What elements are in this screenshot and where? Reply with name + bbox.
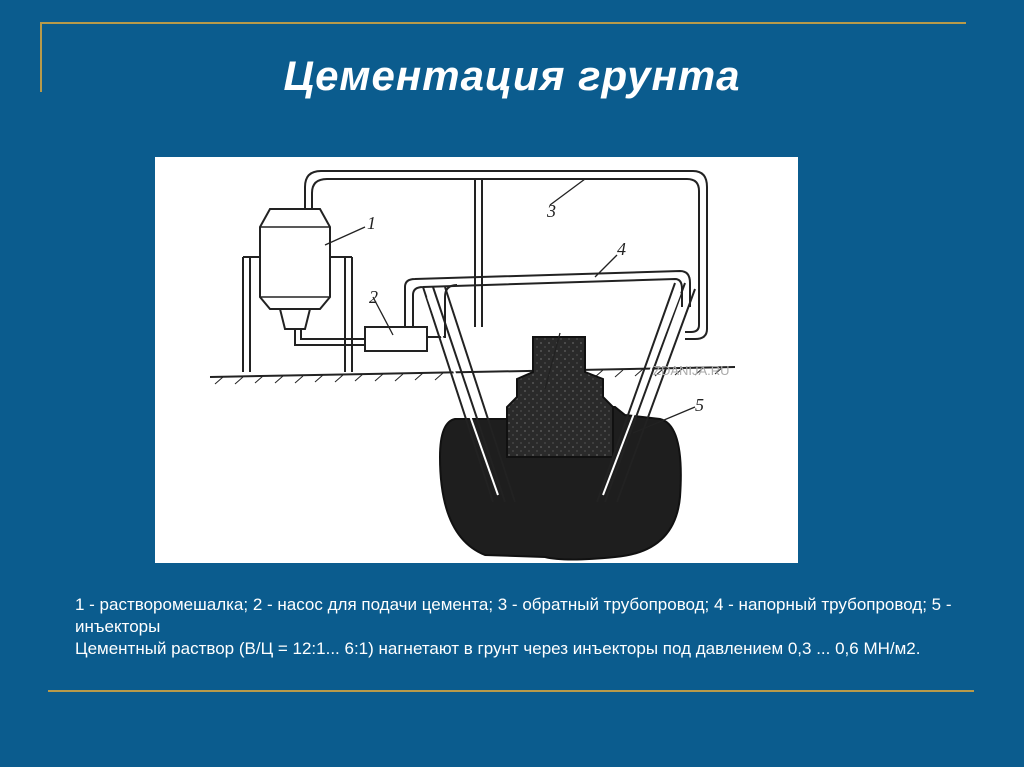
top-divider xyxy=(40,22,966,24)
callout-2: 2 xyxy=(369,287,378,307)
slide-title: Цементация грунта xyxy=(283,52,741,99)
pressure-pipeline xyxy=(405,271,690,337)
cementation-diagram xyxy=(155,157,798,563)
mortar-mixer xyxy=(260,209,330,329)
cement-pump xyxy=(365,327,427,351)
caption xyxy=(75,594,975,660)
bottom-divider xyxy=(48,690,974,692)
foundation-block xyxy=(507,337,613,457)
watermark: ZDANIJA.RU xyxy=(653,363,730,378)
callout-leaders xyxy=(325,179,695,433)
legend-text: 1 - растворомешалка; 2 - насос для подачи цемента; 3 - обратный трубопровод; 4 - напорный трубопровод; 5 - инъекторы xyxy=(75,595,952,636)
callout-1: 1 xyxy=(367,213,376,233)
callout-3: 3 xyxy=(547,201,556,221)
feed-pipe xyxy=(295,329,365,345)
description-text: Цементный раствор (В/Ц = 12:1... 6:1) нагнетают в грунт через инъекторы под давлением 0,3 ... 0,6 МН/м2. xyxy=(75,639,921,658)
callout-5: 5 xyxy=(695,395,704,415)
return-pipeline xyxy=(305,171,707,339)
callout-4: 4 xyxy=(617,239,626,259)
